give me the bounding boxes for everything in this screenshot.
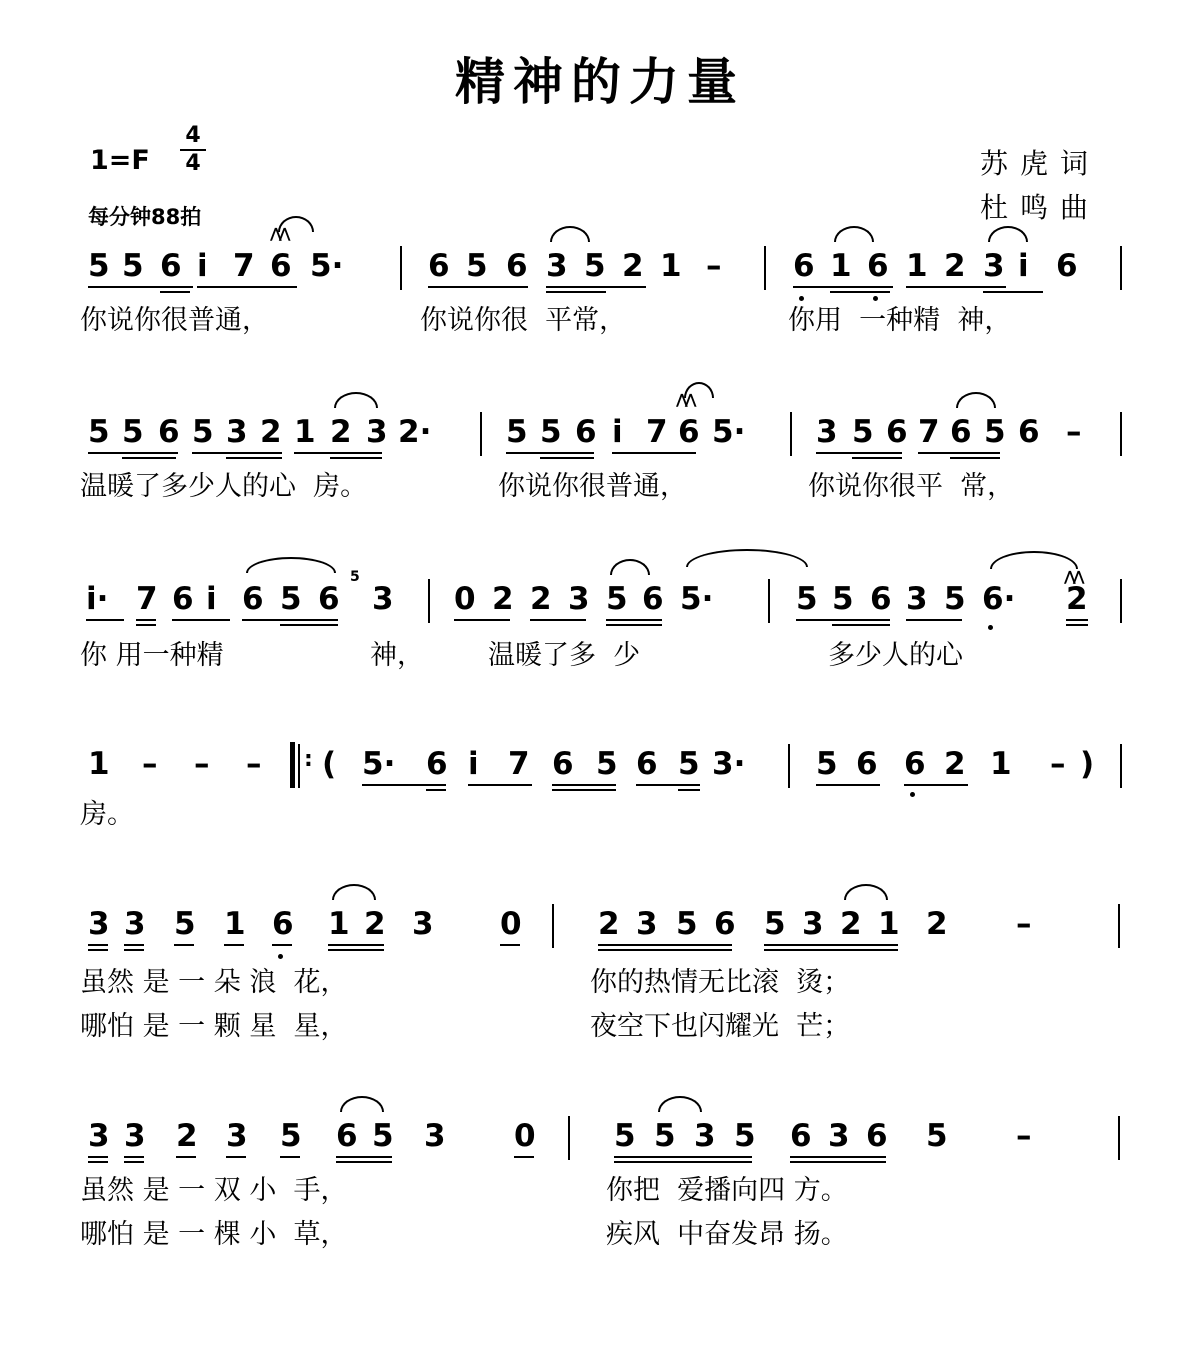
beam [122, 457, 176, 459]
note: 6 [1056, 248, 1078, 284]
beam [280, 624, 338, 626]
note: 6 [867, 248, 889, 284]
note: 6 [904, 746, 926, 782]
beam [918, 452, 1000, 454]
note: 5· [712, 414, 746, 450]
beam [328, 944, 384, 946]
note: 6 [642, 581, 664, 617]
note: 3 [412, 906, 434, 942]
beam [793, 286, 893, 288]
slur [658, 1096, 702, 1112]
beam [88, 949, 108, 951]
note: 3 [816, 414, 838, 450]
note: 5 [944, 581, 966, 617]
lyric-line: 哪怕 是 一 颗 星 星， [80, 1011, 348, 1042]
beam [336, 1161, 392, 1163]
beam [224, 944, 244, 946]
note: 5 [466, 248, 488, 284]
mordent-icon: ⋀⋀ [1064, 569, 1082, 585]
note: 7 [233, 248, 255, 284]
note: 6 [160, 248, 182, 284]
note: 3· [712, 746, 746, 782]
note: i [197, 248, 208, 284]
barline [428, 579, 430, 623]
note: 7 [136, 581, 158, 617]
song-title: 精神的力量 [455, 52, 745, 111]
note: 1 [224, 906, 246, 942]
note: 5 [654, 1118, 676, 1154]
beam [830, 291, 890, 293]
note: 5 [926, 1118, 948, 1154]
low-octave-dot [278, 954, 283, 959]
beam [86, 619, 124, 621]
note: i [1018, 248, 1029, 284]
lyric-line: 夜空下也闪耀光 芒； [590, 1011, 851, 1042]
note: i [612, 414, 623, 450]
low-octave-dot [988, 625, 993, 630]
note: 6 [950, 414, 972, 450]
beam [764, 949, 898, 951]
lyric-line: 多少人的心 [828, 640, 963, 671]
repeat-dots: : [304, 747, 313, 772]
beam [614, 1156, 752, 1158]
beam [540, 457, 594, 459]
note: 7 [646, 414, 668, 450]
note: – [246, 746, 262, 782]
note: 1 [328, 906, 350, 942]
note: 5 [676, 906, 698, 942]
barline [790, 412, 792, 456]
note: 5 [372, 1118, 394, 1154]
note: 5 [734, 1118, 756, 1154]
beam [226, 1156, 246, 1158]
beam [272, 944, 292, 946]
beam [88, 1161, 108, 1163]
note: 3 [636, 906, 658, 942]
beam [88, 1156, 108, 1158]
note: 6 [636, 746, 658, 782]
beam [294, 452, 382, 454]
note: 2 [530, 581, 552, 617]
lyric-line: 你 用一种精 [80, 640, 224, 671]
lyric-line: 哪怕 是 一 棵 小 草， [80, 1219, 348, 1250]
slur [550, 226, 590, 242]
beam [280, 1156, 300, 1158]
note: 6 [506, 248, 528, 284]
note: 5 [852, 414, 874, 450]
note: 3 [802, 906, 824, 942]
note: 3 [226, 414, 248, 450]
note: 6 [318, 581, 340, 617]
slur [990, 551, 1078, 569]
note: 0 [500, 906, 522, 942]
beam [796, 619, 890, 621]
note: 0 [514, 1118, 536, 1154]
note: 6 [158, 414, 180, 450]
beam [176, 1156, 196, 1158]
note: 5 [280, 581, 302, 617]
note: 7 [508, 746, 530, 782]
beam [530, 619, 586, 621]
beam [1066, 619, 1088, 621]
note: 6· [982, 581, 1016, 617]
note: 1 [878, 906, 900, 942]
note: 1 [830, 248, 852, 284]
beam [88, 944, 108, 946]
note: 1 [660, 248, 682, 284]
slur [844, 884, 888, 900]
barline [1120, 412, 1122, 456]
note: 6 [428, 248, 450, 284]
note: 3 [694, 1118, 716, 1154]
note: 5 [832, 581, 854, 617]
beam [552, 784, 616, 786]
note: 2 [598, 906, 620, 942]
note: 2· [398, 414, 432, 450]
beam [546, 286, 646, 288]
note: 5· [680, 581, 714, 617]
beam [197, 286, 297, 288]
beam [328, 949, 384, 951]
lyric-line: 你说你很普通， [80, 305, 269, 336]
note: 5 [984, 414, 1006, 450]
note: 6 [714, 906, 736, 942]
note: 6 [336, 1118, 358, 1154]
beam [136, 624, 156, 626]
barline [1120, 744, 1122, 788]
slur [988, 226, 1028, 242]
lyric-line: 你说你很普通， [498, 471, 687, 502]
barline [1120, 579, 1122, 623]
time-signature-top: 4 [185, 123, 201, 148]
slur [246, 557, 336, 573]
note: 6 [790, 1118, 812, 1154]
beam [336, 1156, 392, 1158]
beam [468, 784, 532, 786]
beam [124, 949, 144, 951]
note: 3 [546, 248, 568, 284]
note: 2 [944, 746, 966, 782]
note: 3 [568, 581, 590, 617]
note: 3 [424, 1118, 446, 1154]
note: 6 [866, 1118, 888, 1154]
note: ) [1080, 746, 1095, 782]
note: 5· [310, 248, 344, 284]
mordent-icon: ⋀⋀ [270, 226, 288, 242]
slur [956, 392, 996, 408]
note: 5 [174, 906, 196, 942]
note: 3 [983, 248, 1005, 284]
beam [832, 624, 890, 626]
note: 5 [192, 414, 214, 450]
mordent-icon: ⋀⋀ [676, 392, 694, 408]
note: 1 [88, 746, 110, 782]
beam [678, 789, 700, 791]
note: 3 [124, 1118, 146, 1154]
lyric-line: 你用 一种精 神， [788, 305, 1012, 336]
lyric-line: 虽然 是 一 双 小 手， [80, 1175, 348, 1206]
beam [606, 619, 662, 621]
beam [174, 944, 194, 946]
beam [906, 619, 962, 621]
slur [340, 1096, 384, 1112]
note: 5 [678, 746, 700, 782]
lyric-line: 虽然 是 一 朵 浪 花， [80, 967, 348, 998]
beam [598, 944, 732, 946]
note: 6 [426, 746, 448, 782]
note: 2 [330, 414, 352, 450]
note: i [468, 746, 479, 782]
note: 2 [944, 248, 966, 284]
note: 3 [828, 1118, 850, 1154]
note: 6 [552, 746, 574, 782]
beam [500, 944, 520, 946]
lyric-line: 神， [370, 640, 424, 671]
note: 5 [540, 414, 562, 450]
beam [906, 286, 1006, 288]
beam [124, 944, 144, 946]
note: 2 [364, 906, 386, 942]
note: 5 [280, 1118, 302, 1154]
lyric-line: 温暖了多少人的心 房。 [80, 471, 368, 502]
lyricist-credit: 苏虎词 [980, 147, 1101, 180]
lyric-line: 房。 [80, 799, 134, 830]
tempo-marking: 每分钟88拍 [88, 205, 202, 229]
lyric-line: 你说你很 平常， [420, 305, 627, 336]
lyric-line: 你把 爱播向四 方。 [606, 1175, 848, 1206]
beam [790, 1161, 886, 1163]
note: 2 [492, 581, 514, 617]
beam [362, 784, 446, 786]
note: 5 [88, 248, 110, 284]
note: 3 [226, 1118, 248, 1154]
time-signature [178, 124, 208, 176]
note: – [1016, 1118, 1032, 1154]
note: 2 [622, 248, 644, 284]
beam [790, 1156, 886, 1158]
barline [764, 246, 766, 290]
note: – [706, 248, 722, 284]
low-octave-dot [799, 296, 804, 301]
note: 6 [270, 248, 292, 284]
note: – [194, 746, 210, 782]
beam [124, 1156, 144, 1158]
note: 5 [584, 248, 606, 284]
note: 6 [886, 414, 908, 450]
low-octave-dot [910, 792, 915, 797]
note: 5 [764, 906, 786, 942]
note: – [1016, 906, 1032, 942]
beam [614, 1161, 752, 1163]
note: 5 [796, 581, 818, 617]
note: 5 [816, 746, 838, 782]
note: 0 [454, 581, 476, 617]
beam [904, 784, 968, 786]
beam [124, 1161, 144, 1163]
barline [1118, 1116, 1120, 1160]
key-signature: 1=F [90, 145, 150, 176]
note: 6 [272, 906, 294, 942]
note: 3 [906, 581, 928, 617]
barline [788, 744, 790, 788]
note: 6 [1018, 414, 1040, 450]
note: ( [322, 746, 337, 782]
note: i [206, 581, 217, 617]
slur [334, 392, 378, 408]
barline [768, 579, 770, 623]
note: 5 [122, 248, 144, 284]
beam [428, 286, 528, 288]
note: 5 [606, 581, 628, 617]
note: 2 [1066, 581, 1088, 617]
note: 5 [614, 1118, 636, 1154]
note: 6 [870, 581, 892, 617]
beam [606, 624, 662, 626]
repeat-start-barline [290, 742, 295, 788]
time-signature-bottom: 4 [185, 151, 201, 176]
slur [332, 884, 376, 900]
note: 1 [990, 746, 1012, 782]
barline [480, 412, 482, 456]
note: 3 [88, 1118, 110, 1154]
note: 5· [362, 746, 396, 782]
note: – [1066, 414, 1082, 450]
beam [1066, 624, 1088, 626]
low-octave-dot [873, 296, 878, 301]
note: 3 [372, 581, 394, 617]
note: 2 [926, 906, 948, 942]
beam [426, 789, 446, 791]
beam [816, 784, 880, 786]
beam [636, 784, 700, 786]
lyric-line: 你说你很平 常， [808, 471, 1015, 502]
beam [852, 457, 902, 459]
beam [172, 619, 230, 621]
note: 5 [506, 414, 528, 450]
lyric-line: 疾风 中奋发昂 扬。 [606, 1219, 848, 1250]
note: 2 [260, 414, 282, 450]
barline [400, 246, 402, 290]
barline [1120, 246, 1122, 290]
note: 6 [242, 581, 264, 617]
note: 1 [294, 414, 316, 450]
beam [160, 291, 190, 293]
note: – [142, 746, 158, 782]
beam [983, 291, 1043, 293]
slur [610, 559, 650, 575]
beam [546, 291, 606, 293]
slur [834, 226, 874, 242]
note: 3 [124, 906, 146, 942]
barline [298, 744, 300, 788]
beam [816, 452, 902, 454]
beam [764, 944, 898, 946]
note: 6 [172, 581, 194, 617]
note: 6 [678, 414, 700, 450]
composer-credit: 杜鸣曲 [980, 191, 1101, 224]
beam [136, 619, 156, 621]
beam [506, 452, 594, 454]
note: 7 [918, 414, 940, 450]
note: – [1050, 746, 1066, 782]
beam [514, 1156, 534, 1158]
note: 3 [366, 414, 388, 450]
lyric-line: 你的热情无比滚 烫； [590, 967, 851, 998]
note: 6 [793, 248, 815, 284]
note: 6 [575, 414, 597, 450]
beam [598, 949, 732, 951]
beam [88, 452, 178, 454]
grace-note: 5 [350, 569, 360, 585]
barline [552, 904, 554, 948]
beam [192, 452, 282, 454]
tie [686, 549, 808, 567]
barline [568, 1116, 570, 1160]
note: 5 [596, 746, 618, 782]
beam [226, 457, 282, 459]
beam [612, 452, 696, 454]
note: 1 [906, 248, 928, 284]
beam [950, 457, 1000, 459]
note: 3 [88, 906, 110, 942]
beam [552, 789, 616, 791]
beam [88, 286, 193, 288]
note: i· [86, 581, 109, 617]
lyric-line: 温暖了多 少 [488, 640, 641, 671]
note: 6 [856, 746, 878, 782]
barline [1118, 904, 1120, 948]
note: 2 [840, 906, 862, 942]
beam [242, 619, 338, 621]
note: 5 [88, 414, 110, 450]
beam [454, 619, 510, 621]
note: 5 [122, 414, 144, 450]
note: 2 [176, 1118, 198, 1154]
beam [330, 457, 382, 459]
